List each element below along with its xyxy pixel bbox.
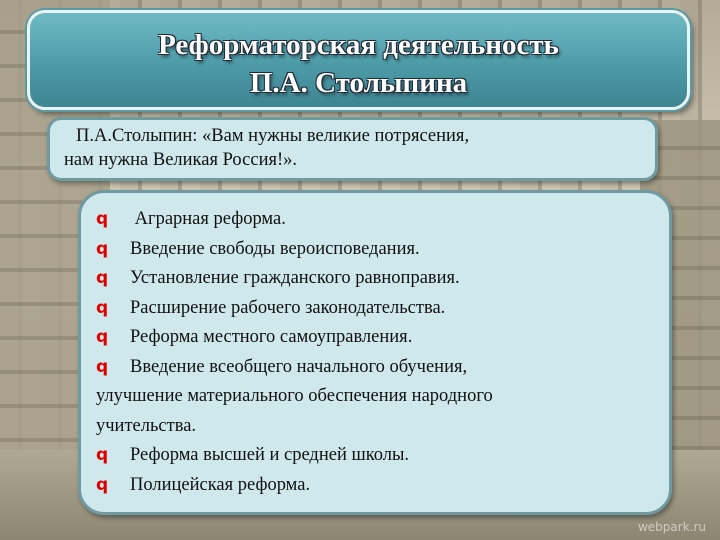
list-item-text: Установление гражданского равноправия. xyxy=(130,268,460,288)
list-item xyxy=(96,294,657,324)
list-item xyxy=(96,441,657,471)
bullet-icon: q xyxy=(96,209,109,229)
title-line-1: Реформаторская деятельность xyxy=(158,29,559,61)
list-item-text: Реформа высшей и средней школы. xyxy=(130,445,410,465)
quote-line-2: нам нужна Великая Россия!». xyxy=(64,150,298,170)
list-item-continuation: учительства. xyxy=(96,415,197,436)
bullet-icon: q xyxy=(96,297,109,318)
bullet-icon: q xyxy=(96,327,109,347)
list-item-text: Введение свободы вероисповедания. xyxy=(130,238,420,259)
reform-list xyxy=(78,190,672,515)
list-item-text: Расширение рабочего законодательства. xyxy=(130,297,446,318)
bullet-icon: q xyxy=(96,356,109,377)
watermark: webpark.ru xyxy=(637,520,706,534)
bullet-icon: q xyxy=(96,445,109,465)
bullet-icon: q xyxy=(96,238,109,259)
list-item-text: Введение всеобщего начального обучения, xyxy=(130,356,468,377)
list-item-text: Реформа местного самоуправления. xyxy=(130,327,413,347)
list-item-text: Аграрная реформа. xyxy=(130,209,286,229)
title-line-2: П.А. Столыпина xyxy=(249,67,468,99)
list-item xyxy=(96,264,657,294)
list-item xyxy=(96,205,657,235)
bullet-icon: q xyxy=(96,268,109,288)
quote-box xyxy=(47,117,658,181)
list-item xyxy=(96,353,657,383)
list-item-continuation: улучшение материального обеспечения народного xyxy=(96,386,493,406)
title-banner xyxy=(27,10,690,110)
list-item-text: Полицейская реформа. xyxy=(130,474,311,495)
bullet-icon: q xyxy=(96,474,109,495)
list-item xyxy=(96,235,657,265)
quote-line-1: П.А.Столыпин: «Вам нужны великие потрясения, xyxy=(76,126,470,146)
list-item xyxy=(96,323,657,353)
list-item xyxy=(96,471,657,501)
